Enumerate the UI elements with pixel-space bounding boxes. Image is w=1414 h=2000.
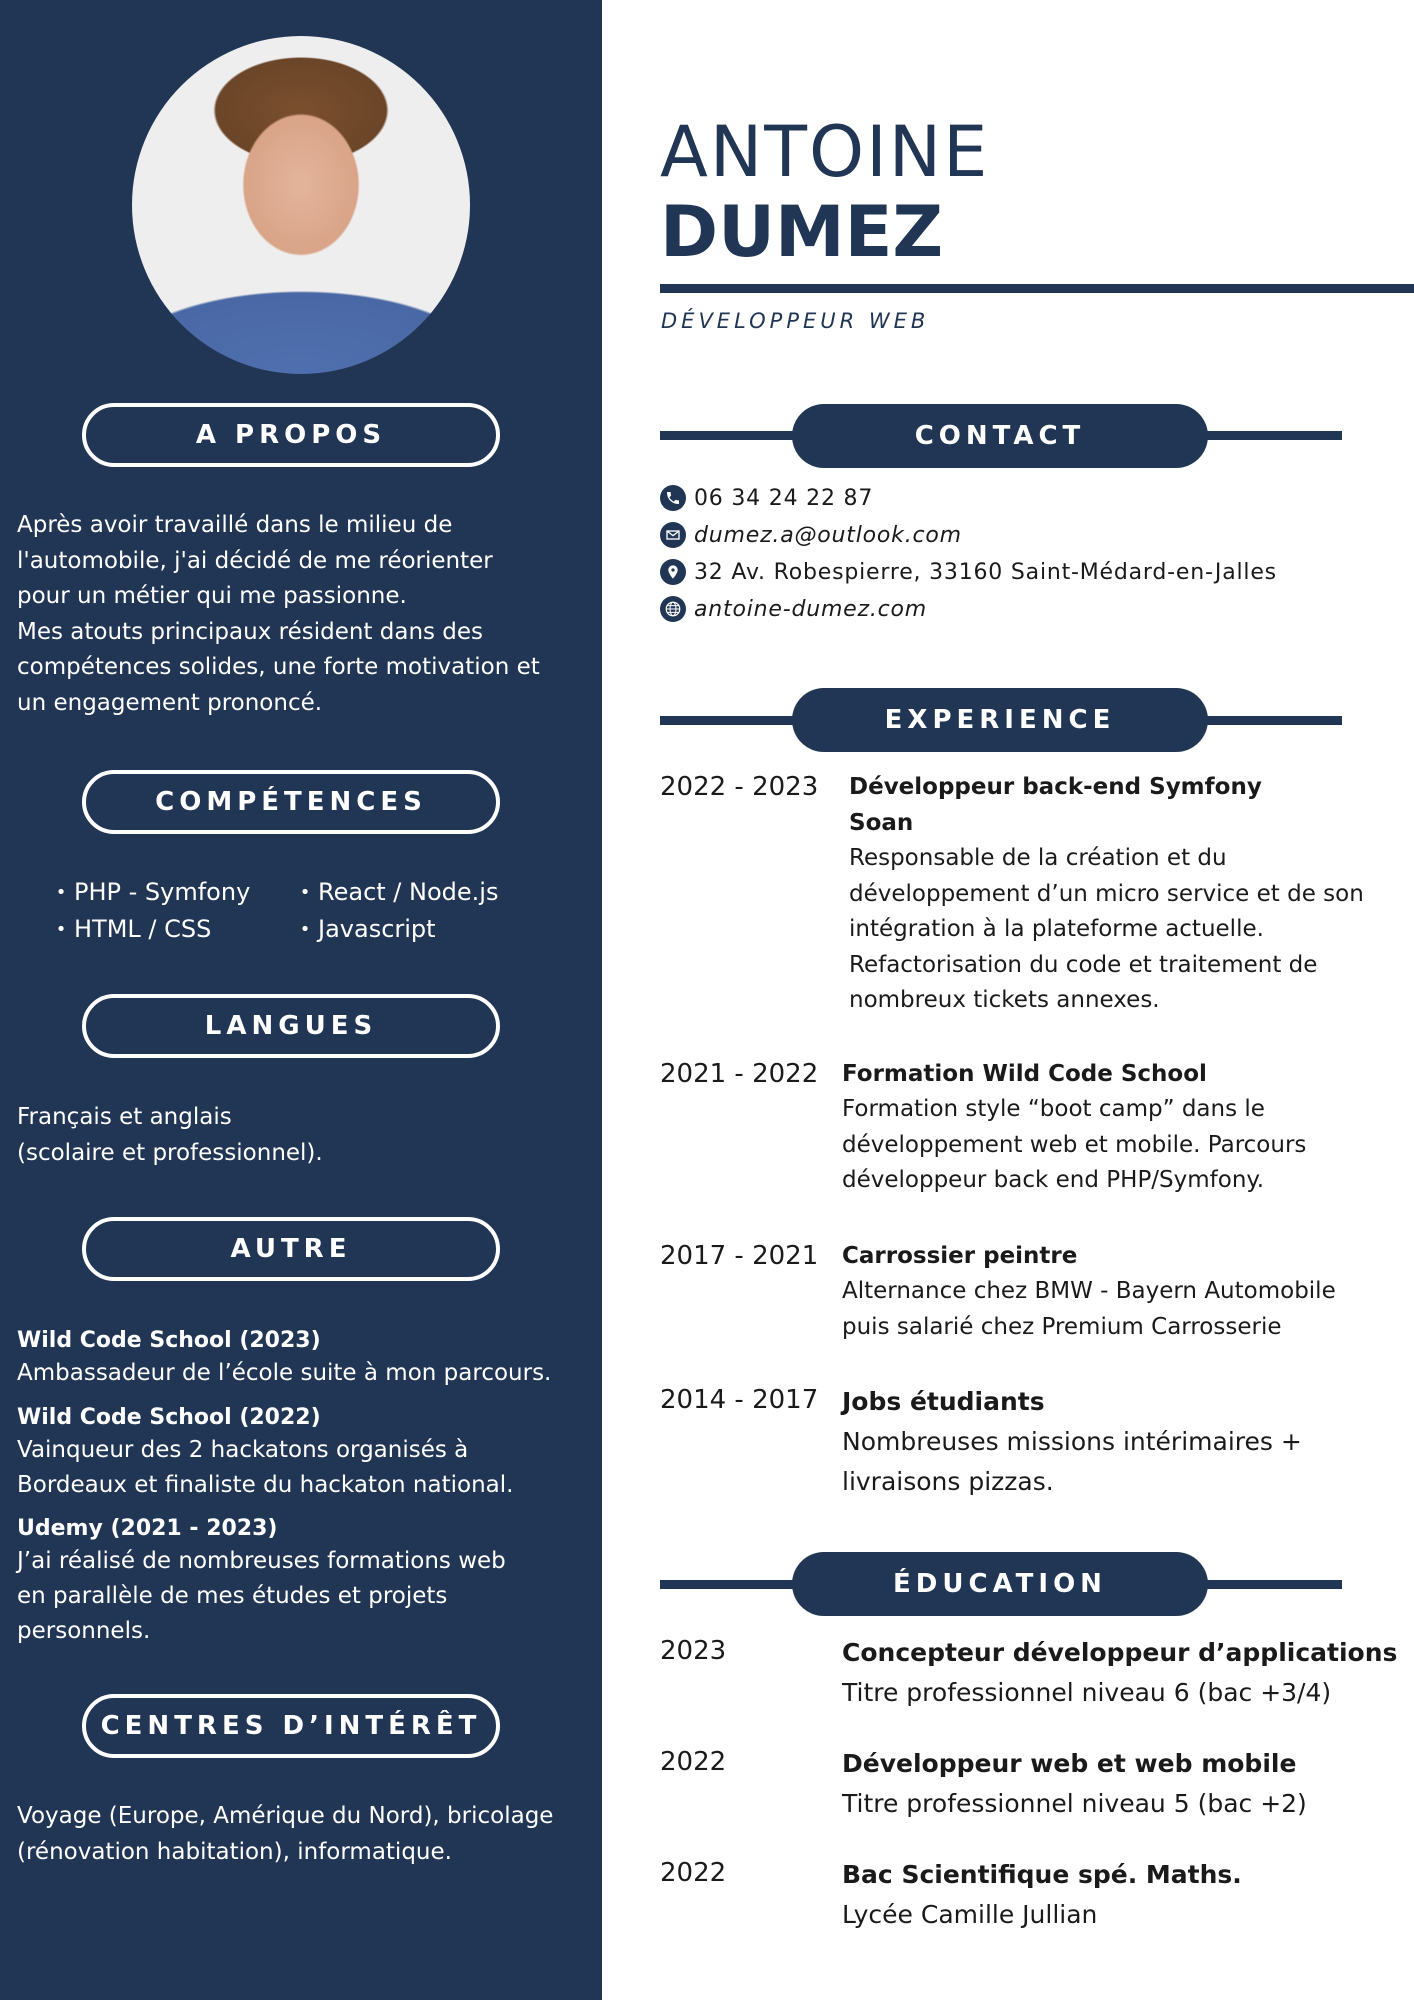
about-line: un engagement prononcé.: [17, 689, 323, 716]
experience-date: 2022 - 2023: [660, 772, 819, 802]
skills-list: [48, 874, 568, 948]
skill-item: • PHP - Symfony: [48, 874, 292, 911]
experience-title: Formation Wild Code School: [842, 1061, 1207, 1087]
profile-photo: [132, 36, 470, 374]
job-title: DÉVELOPPEUR WEB: [661, 309, 930, 333]
experience-title: Jobs étudiants: [842, 1387, 1045, 1416]
about-line: Mes atouts principaux résident dans des: [17, 618, 484, 645]
education-desc: Titre professionnel niveau 5 (bac +2): [842, 1789, 1307, 1818]
section-heading-experience: EXPERIENCE: [792, 688, 1208, 752]
other-item: [17, 1514, 597, 1649]
other-item: [17, 1403, 597, 1503]
section-heading-about: A PROPOS: [82, 403, 500, 467]
languages-line: Français et anglais: [17, 1104, 232, 1130]
languages-text: [17, 1100, 587, 1171]
interests-line: (rénovation habitation), informatique.: [17, 1838, 452, 1865]
experience-company: Soan: [849, 810, 914, 836]
section-heading-interests: CENTRES D’INTÉRÊT: [82, 1694, 500, 1758]
education-title: Concepteur développeur d’applications: [842, 1638, 1398, 1667]
first-name: ANTOINE: [660, 111, 990, 193]
other-item-desc: Vainqueur des 2 hackatons organisés à: [17, 1437, 469, 1463]
envelope-icon: [660, 522, 686, 548]
name-divider: [660, 284, 1414, 293]
other-item: [17, 1326, 597, 1391]
experience-desc: Nombreuses missions intérimaires +: [842, 1427, 1302, 1456]
phone-number: 06 34 24 22 87: [694, 485, 874, 511]
languages-line: (scolaire et professionnel).: [17, 1139, 323, 1166]
about-line: Après avoir travaillé dans le milieu de: [17, 512, 453, 538]
experience-desc: nombreux tickets annexes.: [849, 987, 1160, 1013]
skill-item: • React / Node.js: [292, 874, 552, 911]
education-date: 2022: [660, 1747, 727, 1777]
section-heading-skills: COMPÉTENCES: [82, 770, 500, 834]
education-desc: Titre professionnel niveau 6 (bac +3/4): [842, 1678, 1332, 1707]
other-item-desc: Ambassadeur de l’école suite à mon parcours.: [17, 1360, 552, 1386]
education-title: Bac Scientifique spé. Maths.: [842, 1860, 1242, 1889]
location-pin-icon: [660, 559, 686, 585]
other-item-desc: Bordeaux et finaliste du hackaton national.: [17, 1472, 514, 1498]
experience-desc: Refactorisation du code et traitement de: [849, 951, 1318, 978]
experience-date: 2017 - 2021: [660, 1241, 819, 1271]
experience-desc: livraisons pizzas.: [842, 1467, 1054, 1496]
contact-email[interactable]: [660, 522, 962, 548]
experience-desc: puis salarié chez Premium Carrosserie: [842, 1313, 1282, 1340]
skill-item: • Javascript: [292, 911, 552, 948]
experience-desc: Formation style “boot camp” dans le: [842, 1096, 1265, 1122]
experience-desc: intégration à la plateforme actuelle.: [849, 916, 1264, 942]
about-line: pour un métier qui me passionne.: [17, 583, 407, 609]
about-line: compétences solides, une forte motivation et: [17, 654, 540, 680]
experience-date: 2014 - 2017: [660, 1385, 819, 1415]
phone-icon: [660, 485, 686, 511]
other-item-title: Wild Code School (2022): [17, 1405, 321, 1430]
website-link[interactable]: antoine-dumez.com: [694, 596, 928, 622]
section-heading-education: ÉDUCATION: [792, 1552, 1208, 1616]
experience-desc: Responsable de la création et du: [849, 845, 1227, 871]
interests-line: Voyage (Europe, Amérique du Nord), bricolage: [17, 1803, 554, 1829]
experience-title: Développeur back-end Symfony: [849, 774, 1262, 800]
section-heading-contact: CONTACT: [792, 404, 1208, 468]
other-item-desc: J’ai réalisé de nombreuses formations web: [17, 1548, 506, 1574]
about-line: l'automobile, j'ai décidé de me réorienter: [17, 547, 493, 574]
address: 32 Av. Robespierre, 33160 Saint-Médard-en-Jalles: [694, 559, 1277, 585]
contact-website[interactable]: [660, 596, 927, 622]
interests-text: [17, 1799, 587, 1870]
globe-icon: [660, 596, 686, 622]
education-title: Développeur web et web mobile: [842, 1749, 1297, 1778]
experience-desc: développeur back end PHP/Symfony.: [842, 1167, 1265, 1193]
education-desc: Lycée Camille Jullian: [842, 1900, 1098, 1929]
section-heading-other: AUTRE: [82, 1217, 500, 1281]
section-heading-languages: LANGUES: [82, 994, 500, 1058]
experience-desc: Alternance chez BMW - Bayern Automobile: [842, 1278, 1336, 1304]
education-date: 2022: [660, 1858, 727, 1888]
email-link[interactable]: dumez.a@outlook.com: [694, 522, 962, 548]
skill-item: • HTML / CSS: [48, 911, 292, 948]
experience-desc: développement d’un micro service et de son: [849, 880, 1364, 907]
last-name: DUMEZ: [660, 191, 944, 273]
contact-phone: [660, 485, 873, 511]
experience-title: Carrossier peintre: [842, 1243, 1078, 1269]
experience-date: 2021 - 2022: [660, 1059, 819, 1089]
other-item-desc: en parallèle de mes études et projets: [17, 1583, 448, 1609]
experience-desc: développement web et mobile. Parcours: [842, 1131, 1307, 1158]
sidebar: [0, 0, 602, 2000]
about-text: [17, 508, 587, 721]
education-date: 2023: [660, 1636, 727, 1666]
other-item-desc: personnels.: [17, 1618, 151, 1644]
other-item-title: Udemy (2021 - 2023): [17, 1516, 278, 1541]
contact-address: [660, 559, 1277, 585]
other-item-title: Wild Code School (2023): [17, 1328, 321, 1353]
